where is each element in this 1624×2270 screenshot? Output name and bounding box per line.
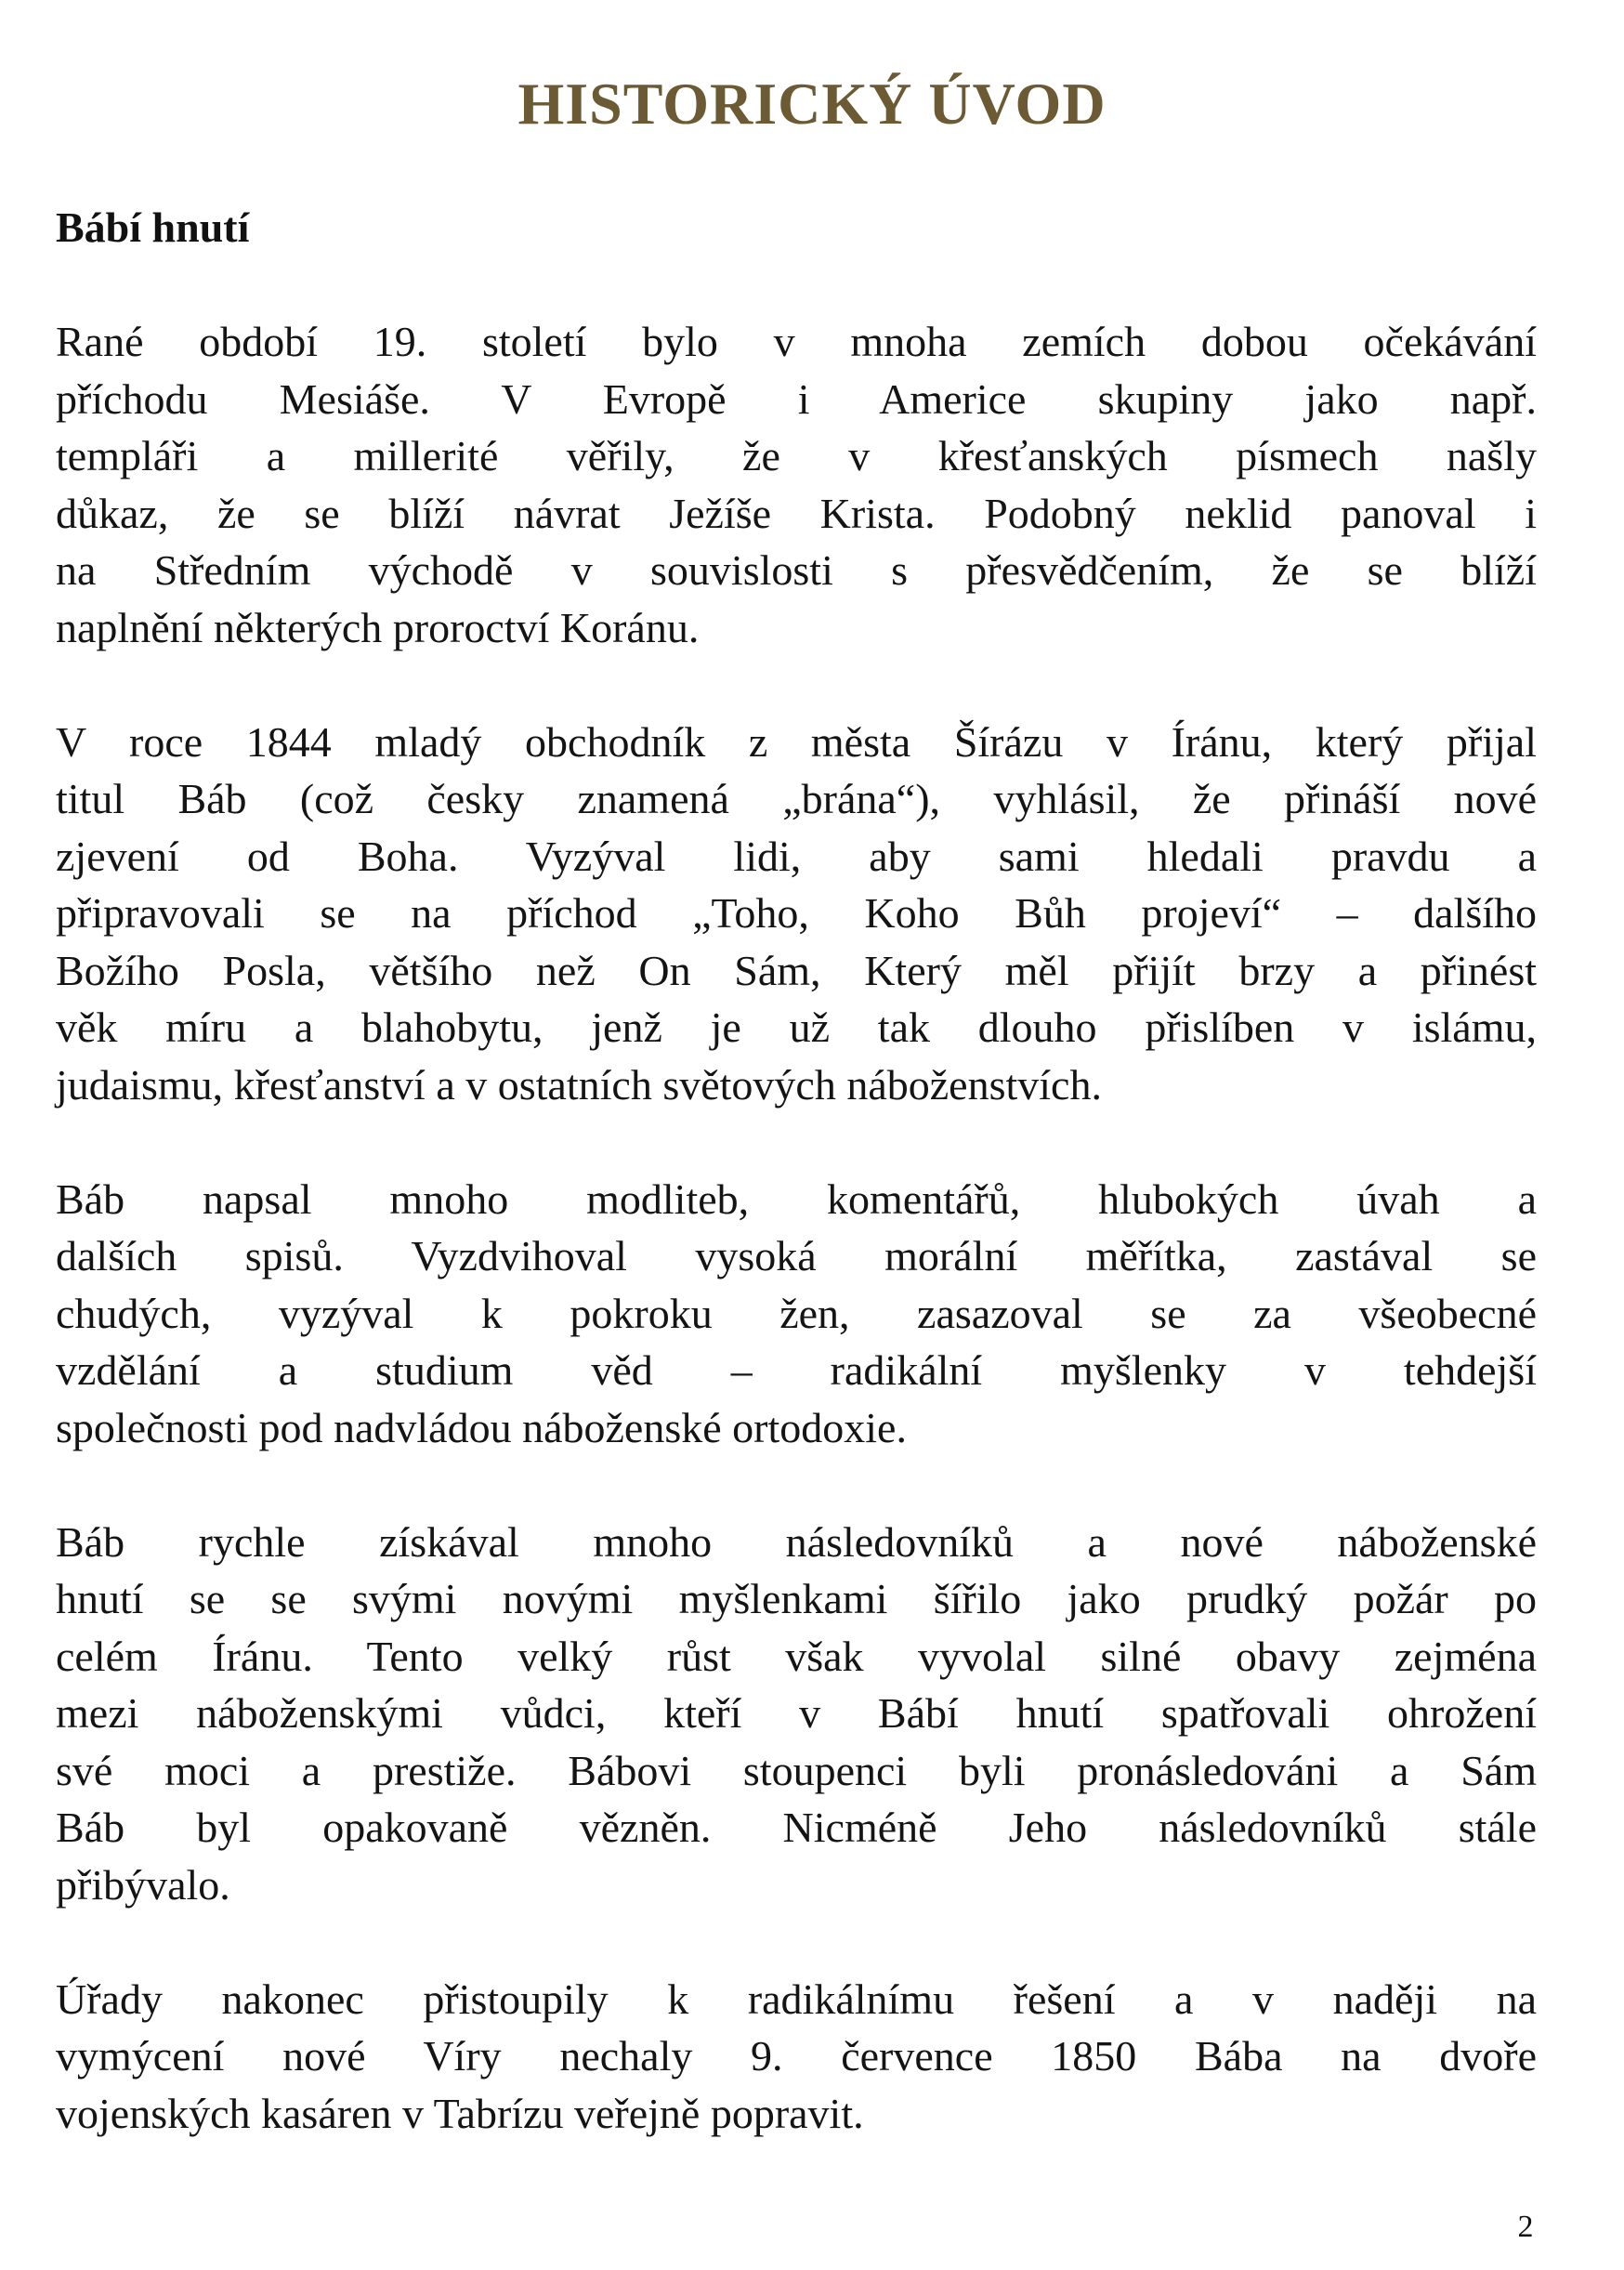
text-line: zjevení od Boha. Vyzýval lidi, aby sami hledali pravdu a [56,832,1537,880]
text-line: Úřady nakonec přistoupily k radikálnímu řešení a v naději na [56,1975,1537,2023]
text-line: naplnění některých proroctví Koránu. [56,603,700,651]
text-line: chudých, vyzýval k pokroku žen, zasazoval se za všeobecné [56,1289,1537,1337]
text-line: Báb napsal mnoho modliteb, komentářů, hlubokých úvah a [56,1174,1537,1223]
text-line: Božího Posla, většího než On Sám, Který měl přijít brzy a přinést [56,946,1537,994]
section-heading: Bábí hnutí [56,203,250,251]
text-line: vymýcení nové Víry nechaly 9. července 1850 Bába na dvoře [56,2032,1537,2080]
text-line: vzdělání a studium věd – radikální myšlenky v tehdejší [56,1346,1537,1394]
paragraph [56,1171,1537,1457]
text-line: dalších spisů. Vyzdvihoval vysoká morální měřítka, zastával se [56,1232,1537,1279]
text-line: důkaz, že se blíží návrat Ježíše Krista. Podobný neklid panoval i [56,489,1537,537]
text-line: V roce 1844 mladý obchodník z města Šírázu v Íránu, který přijal [56,717,1537,766]
text-line: přibývalo. [56,1860,230,1909]
text-line: Báb byl opakovaně vězněn. Nicméně Jeho následovníků stále [56,1804,1537,1851]
paragraph [56,714,1537,1114]
paragraph [56,1971,1537,2143]
paragraph [56,1514,1537,1914]
page-title: HISTORICKÝ ÚVOD [517,71,1107,137]
text-line: hnutí se se svými novými myšlenkami šířilo jako prudký požár po [56,1575,1537,1622]
text-line: Rané období 19. století bylo v mnoha zemích dobou očekávání [56,318,1537,365]
text-line: mezi náboženskými vůdci, kteří v Bábí hnutí spatřovali ohrožení [56,1689,1537,1737]
text-line: na Středním východě v souvislosti s přesvědčením, že se blíží [56,546,1537,594]
text-line: templáři a millerité věřily, že v křesťanských písmech našly [56,432,1537,479]
text-line: judaismu, křesťanství a v ostatních světových náboženstvích. [56,1060,1102,1109]
text-line: příchodu Mesiáše. V Evropě i Americe skupiny jako např. [56,374,1537,423]
page-number: 2 [1517,2210,1534,2244]
text-line: vojenských kasáren v Tabrízu veřejně popravit. [56,2089,864,2137]
text-line: celém Íránu. Tento velký růst však vyvolal silné obavy zejména [56,1632,1537,1680]
text-line: titul Báb (což česky znamená „brána“), vyhlásil, že přináší nové [56,775,1537,822]
text-line: Báb rychle získával mnoho následovníků a nové náboženské [56,1517,1537,1566]
body-text [56,313,1537,2199]
text-line: společnosti pod nadvládou náboženské ortodoxie. [56,1403,907,1451]
text-line: připravovali se na příchod „Toho, Koho Bůh projeví“ – dalšího [56,889,1537,937]
text-line: své moci a prestiže. Bábovi stoupenci byli pronásledováni a Sám [56,1746,1537,1794]
text-line: věk míru a blahobytu, jenž je už tak dlouho přislíben v islámu, [56,1004,1537,1051]
paragraph [56,313,1537,656]
